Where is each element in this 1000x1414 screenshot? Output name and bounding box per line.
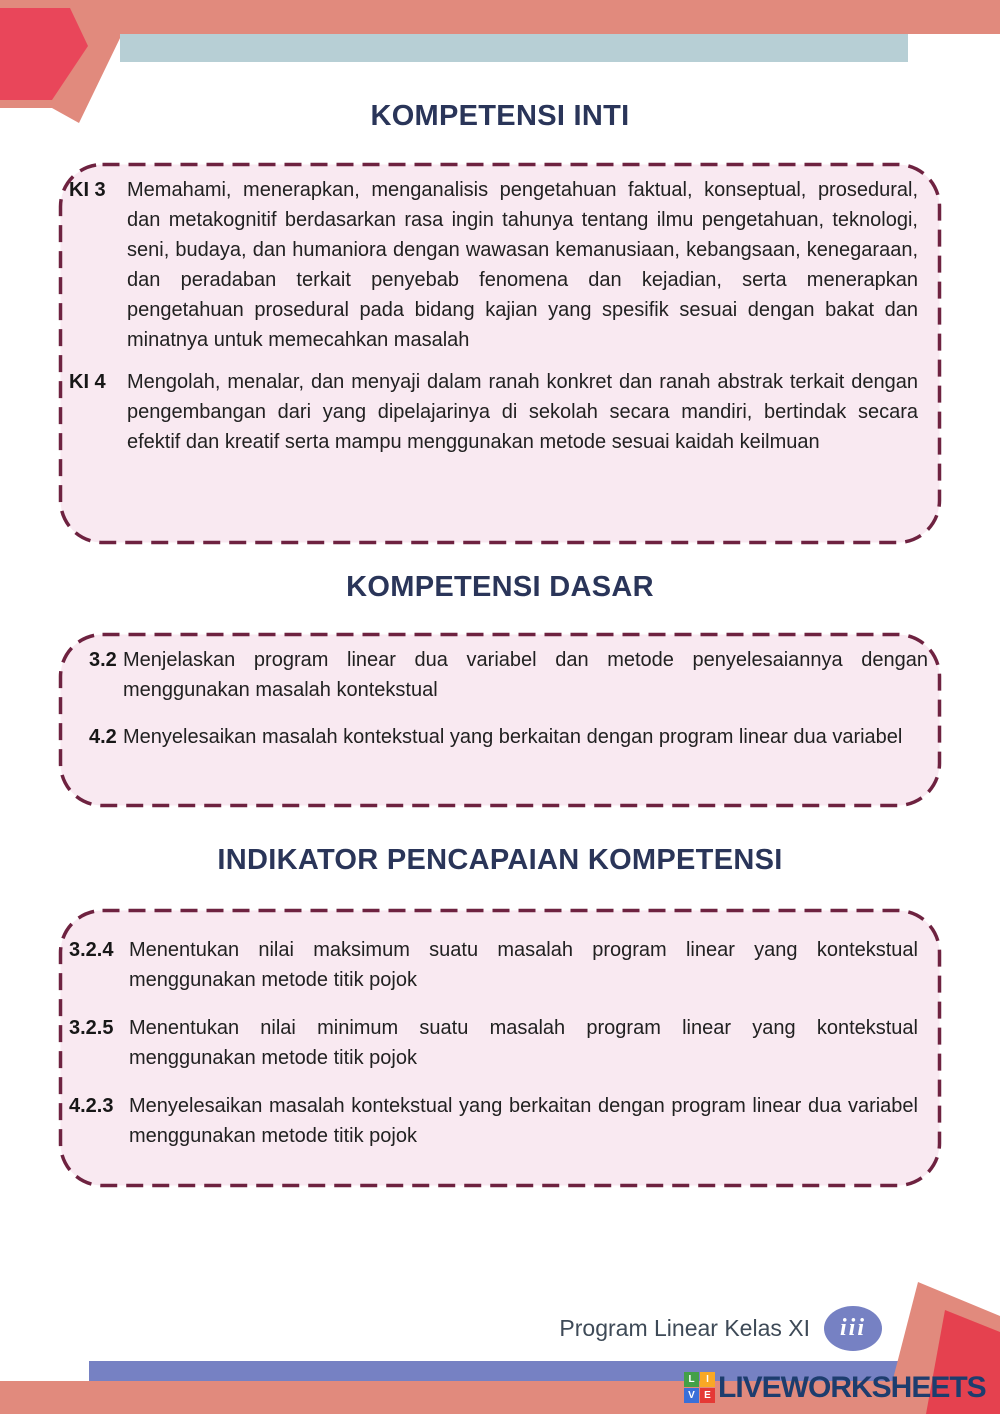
item-text: Memahami, menerapkan, menganalisis pengetahuan faktual, konseptual, prosedural, dan metakognitif berdasarkan rasa ingin tahunya tentang ilmu pengetahuan, teknologi, seni, budaya, dan humaniora dengan wawasan kemanusiaan, kebangsaan, kenegaraan, dan peradaban terkait penyebab fenomena dan kejadian, serta menerapkan pengetahuan prosedural pada bidang kajian yang spesifik sesuai dengan bakat dan minatnya untuk memecahkan masalah: [127, 179, 918, 351]
item-label: 4.2: [89, 726, 117, 748]
logo-square-l: L: [684, 1372, 699, 1387]
indikator-box: [58, 908, 942, 1188]
item-text: Menjelaskan program linear dua variabel dan metode penyelesaiannya dengan menggunakan masalah kontekstual: [123, 649, 928, 701]
footer-doc-label: Program Linear Kelas XI: [559, 1315, 810, 1341]
item-text: Menyelesaikan masalah kontekstual yang berkaitan dengan program linear dua variabel: [123, 726, 903, 748]
liveworksheets-grid-icon: [684, 1372, 715, 1403]
kompetensi-dasar-box: [58, 632, 942, 808]
list-item: [69, 935, 918, 995]
item-label: KI 4: [69, 371, 106, 393]
list-item: [69, 1091, 918, 1151]
list-item: [69, 1013, 918, 1073]
item-label: 3.2: [89, 649, 117, 671]
liveworksheets-wordmark: LIVEWORKSHEETS: [718, 1371, 986, 1404]
logo-square-e: E: [700, 1388, 715, 1403]
logo-square-v: V: [684, 1388, 699, 1403]
heading-kompetensi-inti: KOMPETENSI INTI: [370, 100, 630, 132]
item-label: 3.2.4: [69, 939, 114, 961]
top-teal-bar: [120, 34, 908, 62]
list-item: [89, 645, 928, 705]
heading-kompetensi-dasar: KOMPETENSI DASAR: [346, 571, 654, 603]
item-text: Mengolah, menalar, dan menyaji dalam ranah konkret dan ranah abstrak terkait dengan pengembangan dari yang dipelajarinya di sekolah secara mandiri, bertindak secara efektif dan kreatif serta mampu menggunakan metode sesuai kaidah keilmuan: [127, 371, 918, 453]
list-item: [69, 367, 918, 457]
item-text: Menentukan nilai minimum suatu masalah program linear yang kontekstual menggunakan metode titik pojok: [129, 1017, 918, 1069]
footer: [559, 1306, 882, 1351]
item-text: Menyelesaikan masalah kontekstual yang berkaitan dengan program linear dua variabel menggunakan metode titik pojok: [129, 1095, 918, 1147]
heading-indikator: INDIKATOR PENCAPAIAN KOMPETENSI: [217, 844, 783, 876]
item-label: 3.2.5: [69, 1017, 114, 1039]
list-item: [89, 722, 928, 752]
item-label: 4.2.3: [69, 1095, 114, 1117]
kompetensi-inti-box: [58, 162, 942, 545]
page-number-badge: iii: [824, 1306, 882, 1351]
item-label: KI 3: [69, 179, 106, 201]
item-text: Menentukan nilai maksimum suatu masalah program linear yang kontekstual menggunakan metode titik pojok: [129, 939, 918, 991]
liveworksheets-logo[interactable]: [684, 1372, 986, 1403]
logo-square-i: I: [700, 1372, 715, 1387]
list-item: [69, 175, 918, 355]
